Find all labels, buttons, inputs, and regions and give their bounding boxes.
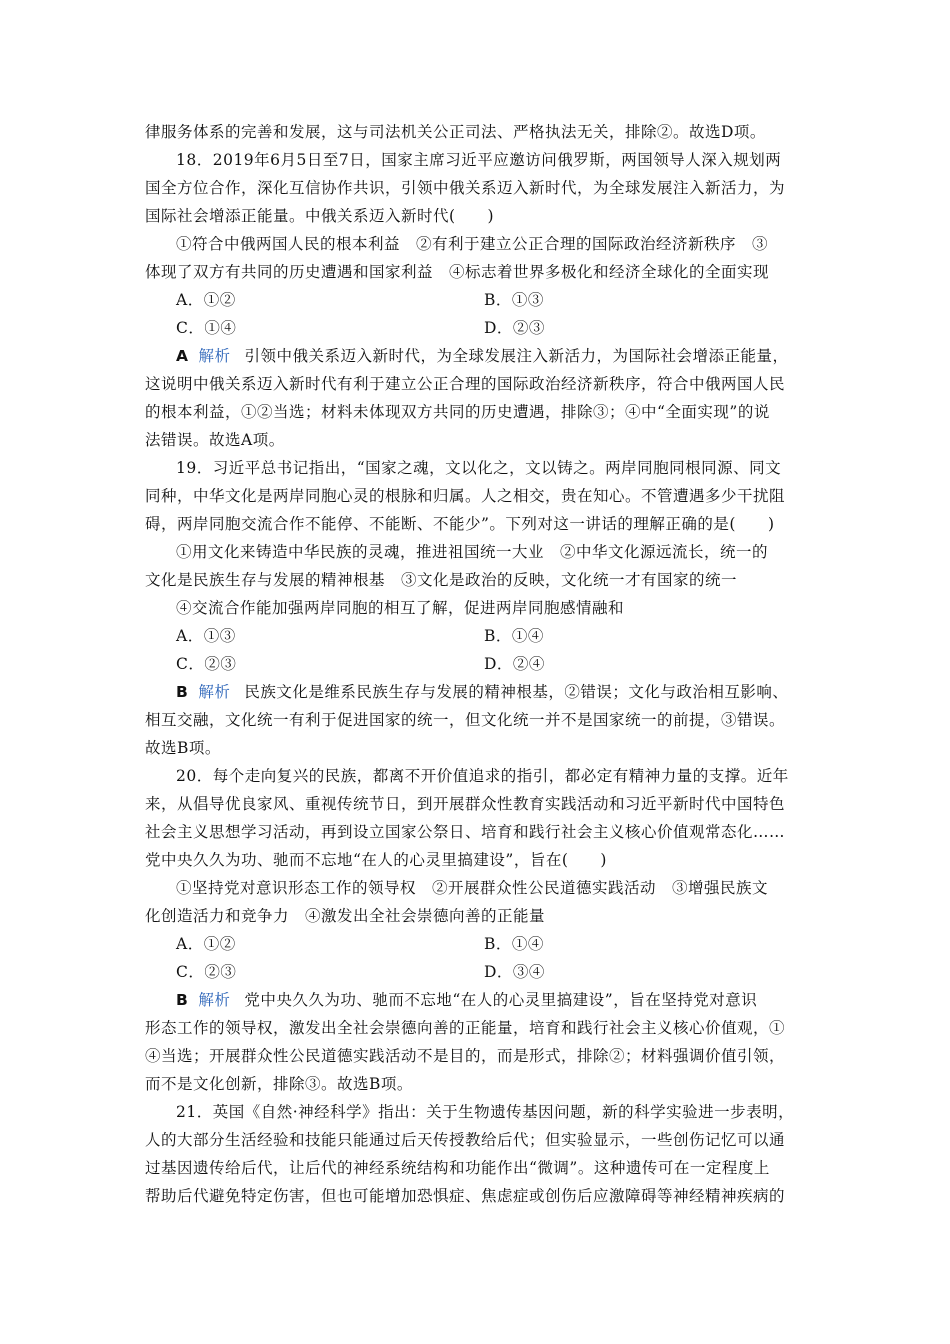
text-line: 来，从倡导优良家风、重视传统节日，到开展群众性教育实践活动和习近平新时代中国特色 (145, 795, 786, 813)
text-line: 而不是文化创新，排除③。故选B项。 (145, 1075, 413, 1093)
option-d: D．②④ (484, 655, 545, 673)
text-line: 同种，中华文化是两岸同胞心灵的根脉和归属。人之相交，贵在知心。不管遭遇多少干扰阻 (145, 487, 786, 505)
text-line: 党中央久久为功、驰而不忘地“在人的心灵里搞建设”，旨在( ) (145, 851, 607, 869)
option-d: D．③④ (484, 963, 545, 981)
question-18-stem: 18．2019年6月5日至7日，国家主席习近平应邀访问俄罗斯，两国领导人深入规划两 (176, 151, 782, 169)
answer-letter: B (176, 991, 189, 1009)
analysis-tag: 解析 (198, 991, 231, 1009)
statement-line: ①符合中俄两国人民的根本利益 ②有利于建立公正合理的国际政治经济新秩序 ③ (176, 235, 769, 253)
answer-line (176, 681, 788, 703)
question-19-stem: 19．习近平总书记指出，“国家之魂，文以化之，文以铸之。两岸同胞同根同源、同文 (176, 459, 782, 477)
option-c: C．②③ (176, 655, 237, 673)
option-c: C．②③ (176, 963, 237, 981)
text-line: 的根本利益，①②当选；材料未体现双方共同的历史遭遇，排除③；④中“全面实现”的说 (145, 403, 770, 421)
statement-line: ④交流合作能加强两岸同胞的相互了解，促进两岸同胞感情融和 (176, 599, 625, 617)
statement-line: ①坚持党对意识形态工作的领导权 ②开展群众性公民道德实践活动 ③增强民族文 (176, 879, 769, 897)
statement-line: 体现了双方有共同的历史遭遇和国家利益 ④标志着世界多极化和经济全球化的全面实现 (145, 263, 770, 281)
text-line: 形态工作的领导权，激发出全社会崇德向善的正能量，培育和践行社会主义核心价值观，① (145, 1019, 786, 1037)
answer-letter: B (176, 683, 189, 701)
text-line: 碍，两岸同胞交流合作不能停、不能断、不能少”。下列对这一讲话的理解正确的是( ) (145, 515, 775, 533)
text-line: 帮助后代避免特定伤害，但也可能增加恐惧症、焦虑症或创伤后应激障碍等神经精神疾病的 (145, 1187, 786, 1205)
analysis-text: 引领中俄关系迈入新时代，为全球发展注入新活力，为国际社会增添正能量， (244, 347, 789, 365)
text-line: 国全方位合作，深化互信协作共识，引领中俄关系迈入新时代，为全球发展注入新活力，为 (145, 179, 786, 197)
text-line: 故选B项。 (145, 739, 221, 757)
analysis-tag: 解析 (198, 347, 231, 365)
option-c: C．①④ (176, 319, 237, 337)
text-line: 相互交融，文化统一有利于促进国家的统一，但文化统一并不是国家统一的前提，③错误。 (145, 711, 786, 729)
analysis-text: 民族文化是维系民族生存与发展的精神根基，②错误；文化与政治相互影响、 (244, 683, 789, 701)
option-b: B．①④ (484, 627, 544, 645)
statement-line: ①用文化来铸造中华民族的灵魂，推进祖国统一大业 ②中华文化源远流长，统一的 (176, 543, 769, 561)
option-a: A．①③ (176, 627, 236, 645)
question-21-stem: 21．英国《自然·神经科学》指出：关于生物遗传基因问题，新的科学实验进一步表明， (176, 1103, 795, 1121)
text-line: ④当选；开展群众性公民道德实践活动不是目的，而是形式，排除②；材料强调价值引领， (145, 1047, 786, 1065)
answer-letter: A (176, 347, 189, 365)
option-b: B．①③ (484, 291, 544, 309)
option-d: D．②③ (484, 319, 545, 337)
statement-line: 化创造活力和竞争力 ④激发出全社会崇德向善的正能量 (145, 907, 546, 925)
text-line: 这说明中俄关系迈入新时代有利于建立公正合理的国际政治经济新秩序，符合中俄两国人民 (145, 375, 786, 393)
text-line: 社会主义思想学习活动，再到设立国家公祭日、培育和践行社会主义核心价值观常态化…… (145, 823, 786, 841)
text-line: 人的大部分生活经验和技能只能通过后天传授教给后代；但实验显示，一些创伤记忆可以通 (145, 1131, 786, 1149)
analysis-text: 党中央久久为功、驰而不忘地“在人的心灵里搞建设”，旨在坚持党对意识 (244, 991, 758, 1009)
option-b: B．①④ (484, 935, 544, 953)
text-line: 律服务体系的完善和发展，这与司法机关公正司法、严格执法无关，排除②。故选D项。 (145, 123, 766, 141)
option-a: A．①② (176, 291, 236, 309)
text-line: 法错误。故选A项。 (145, 431, 285, 449)
text-line: 过基因遗传给后代，让后代的神经系统结构和功能作出“微调”。这种遗传可在一定程度上 (145, 1159, 770, 1177)
answer-line (176, 345, 789, 367)
option-a: A．①② (176, 935, 236, 953)
answer-line (176, 989, 757, 1011)
analysis-tag: 解析 (198, 683, 231, 701)
statement-line: 文化是民族生存与发展的精神根基 ③文化是政治的反映，文化统一才有国家的统一 (145, 571, 738, 589)
question-20-stem: 20．每个走向复兴的民族，都离不开价值追求的指引，都必定有精神力量的支撑。近年 (176, 767, 789, 785)
text-line: 国际社会增添正能量。中俄关系迈入新时代( ) (145, 207, 495, 225)
